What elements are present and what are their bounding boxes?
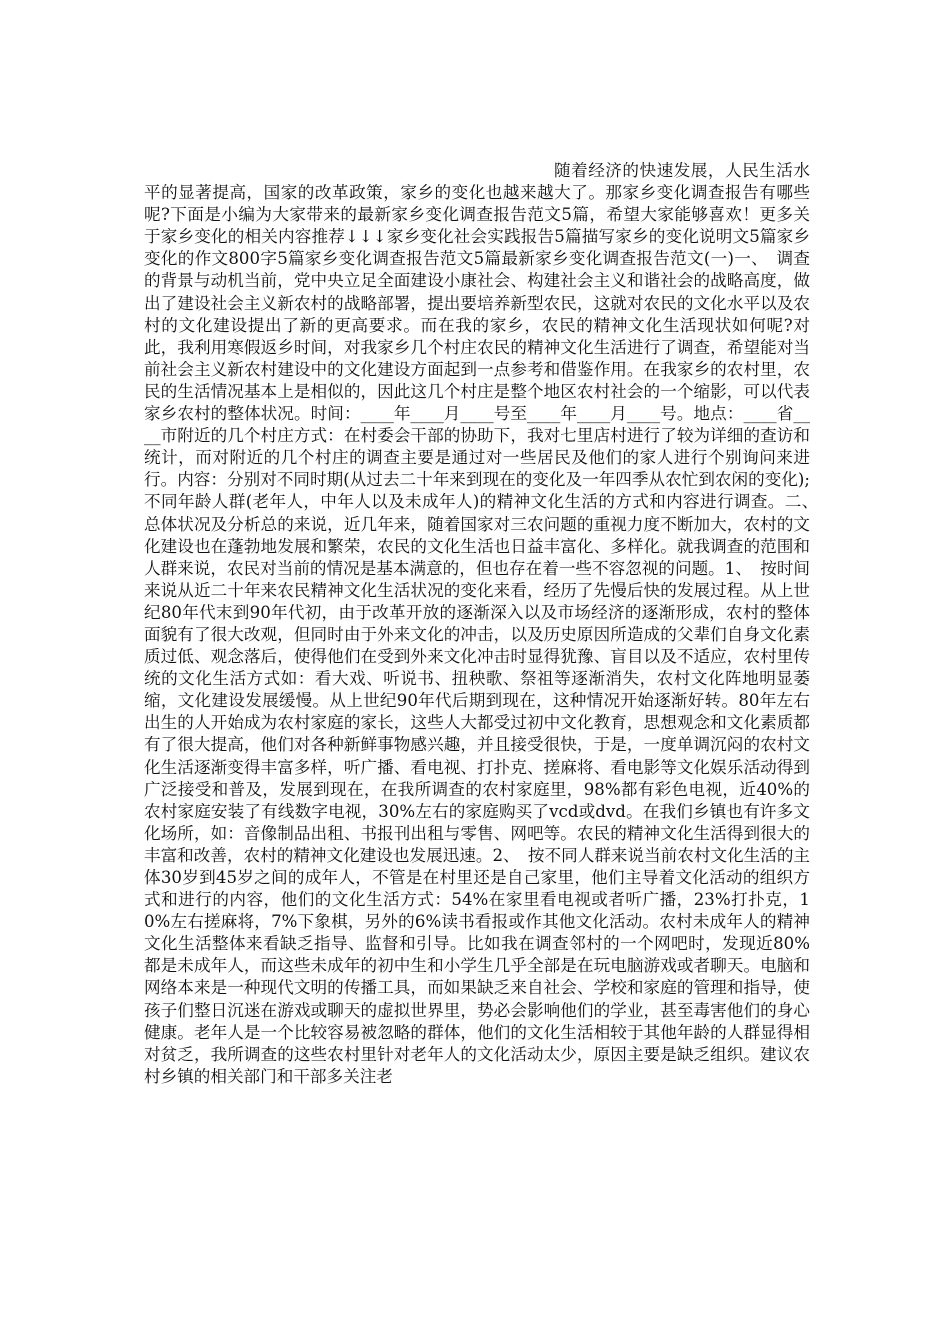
- body-paragraph: 随着经济的快速发展，人民生活水平的显著提高，国家的改革政策，家乡的变化也越来越大了。那家乡变化调查报告有哪些呢?下面是小编为大家带来的最新家乡变化调查报告范文5篇，希望大家能够喜欢！更多关于家乡变化的相关内容推荐↓↓↓家乡变化社会实践报告5篇描写家乡的变化说明文5篇家乡变化的作文800字5篇家乡变化调查报告范文5篇最新家乡变化调查报告范文(一)一、 调查的背景与动机当前，党中央立足全面建设小康社会、构建社会主义和谐社会的战略高度，做出了建设社会主义新农村的战略部署，提出要培养新型农民，这就对农民的文化水平以及农村的文化建设提出了新的更高要求。而在我的家乡，农民的精神文化生活现状如何呢?对此，我利用寒假返乡时间，对我家乡几个村庄农民的精神文化生活进行了调查，希望能对当前社会主义新农村建设中的文化建设方面起到一点参考和借鉴作用。在我家乡的农村里，农民的生活情况基本上是相似的，因此这几个村庄是整个地区农村社会的一个缩影，可以代表家乡农村的整体状况。时间：____年____月____号至____年____月____号。地点：____省____市附近的几个村庄方式：在村委会干部的协助下，我对七里店村进行了较为详细的查访和统计，而对附近的几个村庄的调查主要是通过对一些居民及他们的家人进行个别询问来进行。内容：分别对不同时期(从过去二十年来到现在的变化及一年四季从农忙到农闲的变化);不同年龄人群(老年人，中年人以及未成年人)的精神文化生活的方式和内容进行调查。二、 总体状况及分析总的来说，近几年来，随着国家对三农问题的重视力度不断加大，农村的文化建设也在蓬勃地发展和繁荣，农民的文化生活也日益丰富化、多样化。就我调查的范围和人群来说，农民对当前的情况是基本满意的，但也存在着一些不容忽视的问题。1、 按时间来说从近二十年来农民精神文化生活状况的变化来看，经历了先慢后快的发展过程。从上世纪80年代末到90年代初，由于改革开放的逐渐深入以及市场经济的逐渐形成，农村的整体面貌有了很大改观，但同时由于外来文化的冲击，以及历史原因所造成的父辈们自身文化素质过低、观念落后，使得他们在受到外来文化冲击时显得犹豫、盲目以及不适应，农村里传统的文化生活方式如：看大戏、听说书、扭秧歌、祭祖等逐渐消失，农村文化阵地明显萎缩，文化建设发展缓慢。从上世纪90年代后期到现在，这种情况开始逐渐好转。80年左右出生的人开始成为农村家庭的家长，这些人大都受过初中文化教育，思想观念和文化素质都有了很大提高，他们对各种新鲜事物感兴趣，并且接受很快，于是，一度单调沉闷的农村文化生活逐渐变得丰富多样，听广播、看电视、打扑克、搓麻将、看电影等文化娱乐活动得到广泛接受和普及，发展到现在，在我所调查的农村家庭里，98%都有彩色电视，近40%的农村家庭安装了有线数字电视，30%左右的家庭购买了vcd或dvd。在我们乡镇也有许多文化场所，如：音像制品出租、书报刊出租与零售、网吧等。农民的精神文化生活得到很大的丰富和改善，农村的精神文化建设也发展迅速。2、 按不同人群来说当前农村文化生活的主体30岁到45岁之间的成年人，不管是在村里还是自己家里，他们主导着文化活动的组织方式和进行的内容，他们的文化生活方式：54%在家里看电视或者听广播，23%打扑克，10%左右搓麻将，7%下象棋，另外的6%读书看报或作其他文化活动。农村未成年人的精神文化生活整体来看缺乏指导、监督和引导。比如我在调查邻村的一个网吧时，发现近80%都是未成年人，而这些未成年的初中生和小学生几乎全部是在玩电脑游戏或者聊天。电脑和网络本来是一种现代文明的传播工具，而如果缺乏来自社会、学校和家庭的管理和指导，使孩子们整日沉迷在游戏或聊天的虚拟世界里，势必会影响他们的学业，甚至毒害他们的身心健康。老年人是一个比较容易被忽略的群体，他们的文化生活相较于其他年龄的人群显得相对贫乏，我所调查的这些农村里针对老年人的文化活动太少，原因主要是缺乏组织。建议农村乡镇的相关部门和干部多关注老: [144, 161, 827, 1086]
